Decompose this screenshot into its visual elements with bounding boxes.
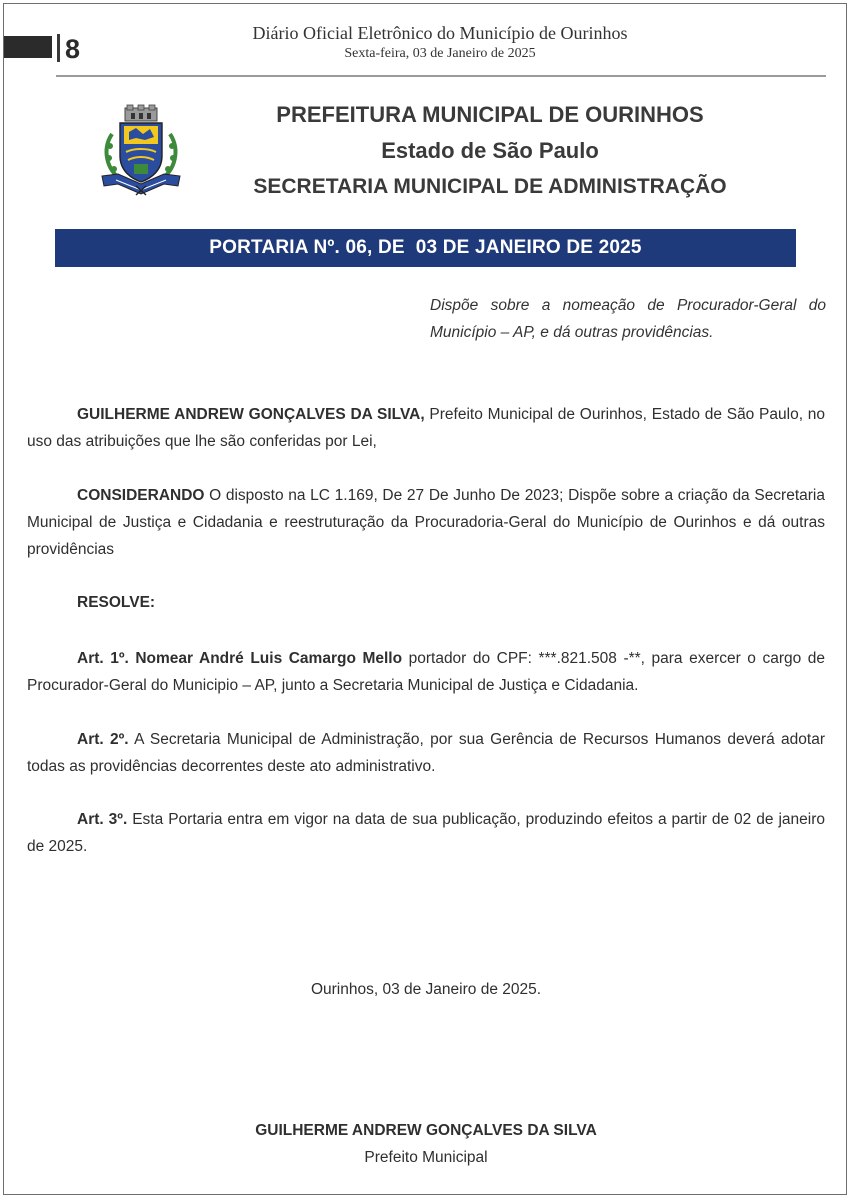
intro-text: Prefeito Municipal de Ourinhos, Estado de São Paulo, no uso das atribuições que lhe são conferidas por Lei,	[27, 406, 825, 450]
institution-state: Estado de São Paulo	[381, 138, 599, 163]
portaria-title: PORTARIA Nº. 06, DE 03 DE JANEIRO DE 2025	[209, 237, 642, 258]
considerando-label: CONSIDERANDO	[77, 487, 205, 504]
institution-name: PREFEITURA MUNICIPAL DE OURINHOS	[276, 102, 704, 127]
considerando-paragraph	[27, 482, 825, 563]
article-1-text: portador do CPF: ***.821.508 -**, para exercer o cargo de Procurador-Geral do Municipio – AP, junto a Secretaria Municipal de Justiça e Cidadania.	[27, 650, 825, 694]
article-2-label: Art. 2º.	[77, 731, 129, 748]
signer-name: GUILHERME ANDREW GONÇALVES DA SILVA	[255, 1122, 597, 1139]
publication-title: Diário Oficial Eletrônico do Município de Ourinhos	[252, 23, 628, 43]
article-3	[27, 806, 825, 860]
intro-paragraph	[27, 401, 825, 455]
header-separator	[57, 34, 60, 62]
title-banner	[55, 229, 796, 267]
article-1-label: Art. 1º. Nomear André Luis Camargo Mello	[77, 650, 403, 667]
header-bar	[4, 36, 52, 58]
article-2-text: A Secretaria Municipal de Administração, por sua Gerência de Recursos Humanos deverá adotar todas as providências decorrentes deste ato administrativo.	[27, 731, 825, 775]
article-3-text: Esta Portaria entra em vigor na data de sua publicação, produzindo efeitos a partir de 02 de janeiro de 2025.	[27, 811, 825, 855]
resolve-heading: RESOLVE:	[77, 594, 156, 611]
municipal-coat-of-arms-icon	[98, 104, 184, 196]
considerando-text: O disposto na LC 1.169, De 27 De Junho De 2023; Dispõe sobre a criação da Secretaria Municipal de Justiça e Cidadania e reestruturação da Procuradoria-Geral do Município de Ourinhos e dá outras providências	[27, 487, 825, 558]
signer-role: Prefeito Municipal	[364, 1149, 488, 1166]
article-1	[27, 645, 825, 699]
institution-department: SECRETARIA MUNICIPAL DE ADMINISTRAÇÃO	[253, 175, 727, 198]
article-3-label: Art. 3º.	[77, 811, 128, 828]
place-and-date: Ourinhos, 03 de Janeiro de 2025.	[310, 981, 542, 998]
header-rule	[56, 75, 826, 77]
mayor-name: GUILHERME ANDREW GONÇALVES DA SILVA,	[77, 406, 425, 423]
page-number: 8	[65, 34, 81, 64]
article-2	[27, 726, 825, 780]
ementa: Dispõe sobre a nomeação de Procurador-Geral do Município – AP, e dá outras providências.	[430, 297, 826, 341]
publication-date: Sexta-feira, 03 de Janeiro de 2025	[344, 46, 536, 61]
